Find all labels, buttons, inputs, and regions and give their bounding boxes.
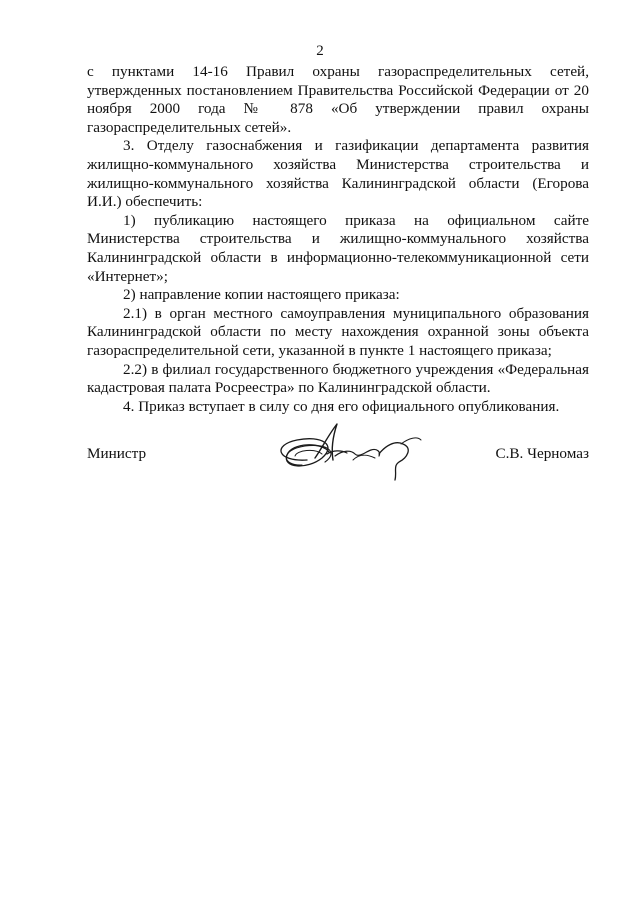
paragraph-subitem-2-1: 2.1) в орган местного самоуправления муниципального образования Калининградской области по месту нахождения охранной зоны объекта газораспределительной сети, указанной в пункте 1 настоящего приказа;	[87, 304, 589, 359]
signature-block	[87, 420, 589, 490]
paragraph-subitem-2-2: 2.2) в филиал государственного бюджетного учреждения «Федеральная кадастровая палата Росреестра» по Калининградской области.	[87, 360, 589, 397]
document-body	[87, 63, 589, 416]
paragraph-item-4: 4. Приказ вступает в силу со дня его официального опубликования.	[123, 397, 560, 415]
paragraph-subitem-2: 2) направление копии настоящего приказа:	[123, 286, 400, 304]
paragraph-subitem-1: 1) публикацию настоящего приказа на официальном сайте Министерства строительства и жилищно-коммунального хозяйства Калининградской области в информационно-телекоммуникационной сети «Интернет»;	[87, 211, 589, 285]
page-number: 2	[316, 43, 324, 59]
paragraph-continuation: с пунктами 14-16 Правил охраны газораспределительных сетей, утвержденных постановлением Правительства Российской Федерации от 20 ноября 2000 года № 878 «Об утверждении правил охраны газораспределительных сетей».	[87, 63, 589, 136]
handwritten-signature-icon	[267, 420, 442, 485]
paragraph-item-3: 3. Отделу газоснабжения и газификации департамента развития жилищно-коммунального хозяйства Министерства строительства и жилищно-коммунального хозяйства Калининградской области (Егорова И.И.) обеспечить:	[87, 137, 589, 211]
signatory-title: Министр	[87, 445, 147, 462]
signatory-name: С.В. Черномаз	[495, 445, 589, 462]
